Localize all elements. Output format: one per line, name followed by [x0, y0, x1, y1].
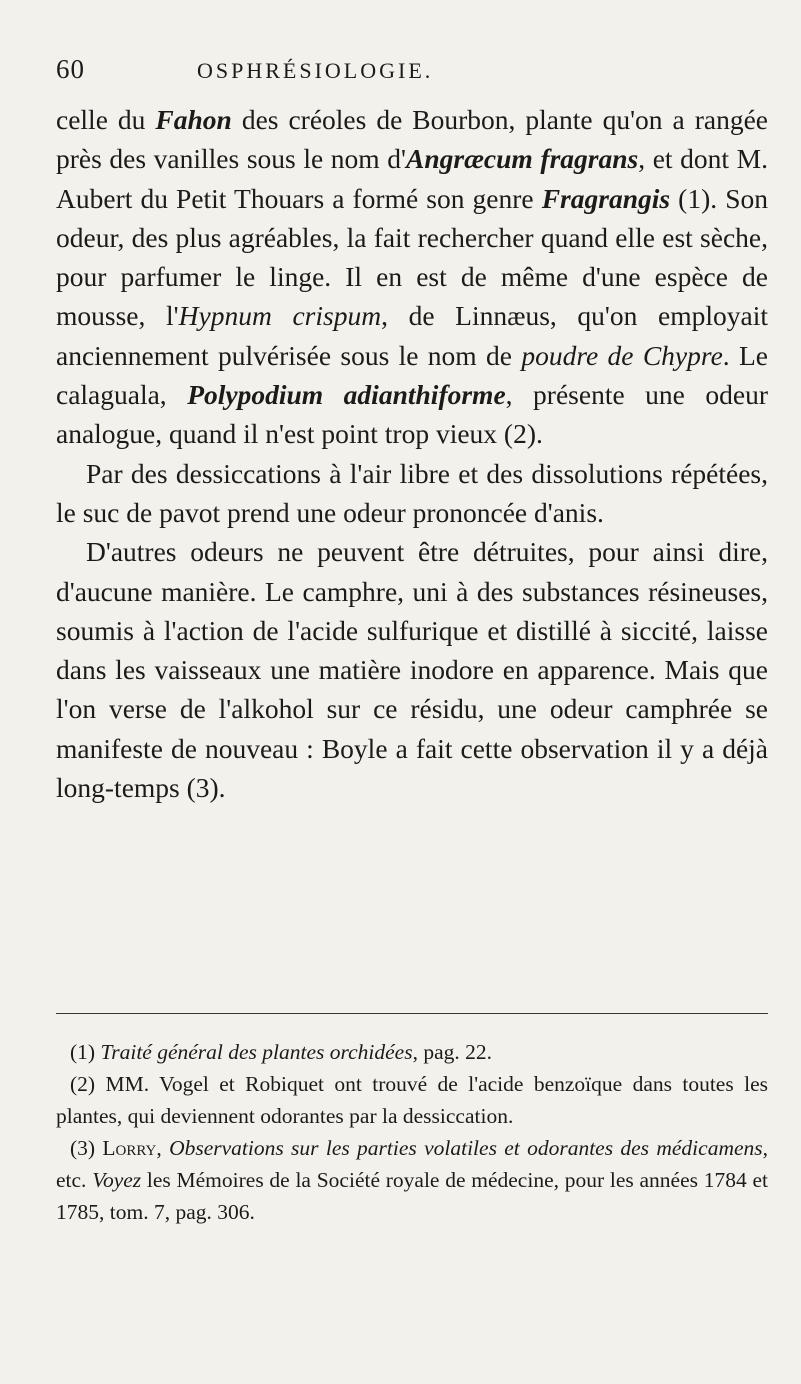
footnote-separator: [56, 1013, 768, 1014]
paragraph-2: Par des dessiccations à l'air libre et des dissolutions répétées, le suc de pavot prend une odeur prononcée d'anis.: [56, 457, 768, 528]
text-run: ,: [156, 1136, 170, 1160]
italic-term: Fragrangis: [541, 182, 671, 214]
text-run: , pag. 22.: [412, 1040, 492, 1064]
text-run: , présente une odeur analogue, quand il n'est point trop vieux (2).: [56, 379, 769, 450]
text-run: , et dont M. Aubert du Petit Thouars a formé son genre: [56, 143, 768, 214]
text-run: celle du: [56, 104, 156, 135]
paragraph-3: D'autres odeurs ne peuvent être détruites, pour ainsi dire, d'aucune manière. Le camphre, uni à des substances résineuses, soumis à l'action de l'acide sulfurique et distillé à siccité, laisse dans les vaisseaux une matière inodore en apparence. Mais que l'on verse de l'alkohol sur ce résidu, une odeur camphrée se manifeste de nouveau : Boyle a fait cette observation il y a déjà long-temps (3).: [56, 536, 768, 804]
text-run: , de Linnæus, qu'on employait anciennement pulvérisée sous le nom de: [56, 300, 768, 371]
page-header: [56, 54, 756, 94]
footnote-marker: (1): [70, 1040, 101, 1064]
text-run: (1). Son odeur, des plus agréables, la fait rechercher quand elle est sèche, pour parfumer le linge. Il en est de même d'une espèce de mousse, l': [56, 182, 768, 332]
footnote-3: [56, 1132, 768, 1228]
footnote-title: Observations sur les parties volatiles et odorantes des médicamens: [169, 1136, 763, 1160]
footnote-author: Lorry: [102, 1136, 157, 1160]
italic-term: Angræcum fragrans: [405, 143, 639, 175]
italic-term: Fahon: [155, 104, 232, 135]
footnotes: [56, 1036, 768, 1228]
text-run: les Mémoires de la Société royale de médecine, pour les années 1784 et 1785, tom. 7, pag. 306.: [56, 1168, 768, 1224]
footnote-marker: (3): [70, 1136, 103, 1160]
text-run: . Le calaguala,: [56, 339, 768, 411]
footnote-1: [56, 1036, 768, 1068]
paragraph-1: [56, 100, 768, 454]
italic-term: Polypodium adianthiforme: [187, 379, 506, 411]
footnote-title: Traité général des plantes orchidées: [100, 1040, 413, 1064]
running-head: OSPHRÉSIOLOGIE.: [197, 58, 434, 83]
page-number: 60: [56, 54, 85, 84]
text-run: des créoles de Bourbon, plante qu'on a rangée près des vanilles sous le nom d': [56, 104, 768, 175]
footnote-text: MM. Vogel et Robiquet ont trouvé de l'acide benzoïque dans toutes les plantes, qui deviennent odorantes par la dessiccation.: [56, 1072, 768, 1128]
text-run: , etc.: [56, 1136, 769, 1192]
footnote-voyez: Voyez: [92, 1168, 142, 1192]
footnote-2: [56, 1068, 768, 1132]
italic-term: poudre de Chypre: [521, 339, 723, 371]
main-text: [56, 100, 768, 807]
footnote-marker: (2): [70, 1072, 106, 1096]
italic-term: Hypnum crispum: [178, 300, 382, 332]
